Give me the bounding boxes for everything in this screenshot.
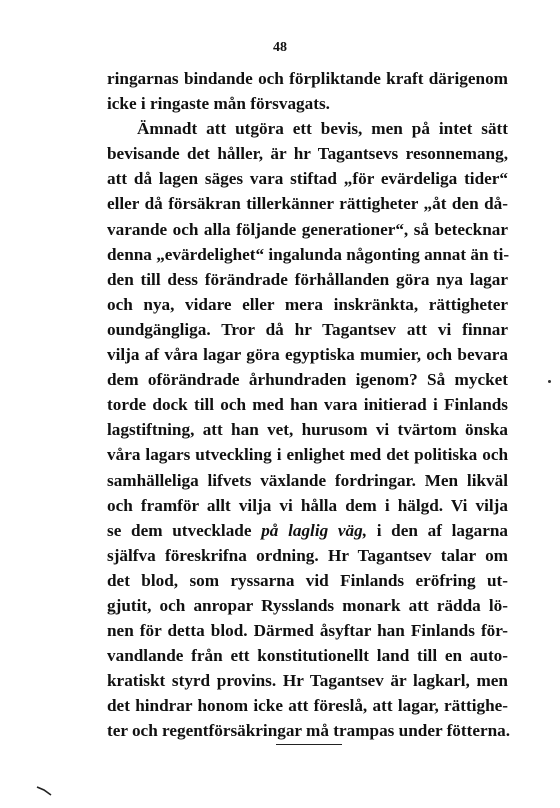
text-line: bevisande det håller, är hr Tagantsevs resonnemang,	[107, 144, 508, 164]
text-line: icke i ringaste mån försvagats.	[107, 94, 330, 114]
text-line: ringarnas bindande och förpliktande kraft därigenom	[107, 69, 508, 88]
text-line	[107, 518, 508, 543]
text-segment: se dem utvecklade	[107, 520, 252, 540]
text-line: den till dess förändrade förhållanden göra nya lagar	[107, 269, 508, 289]
text-line: det blod, som ryssarna vid Finlands eröfring ut-	[107, 570, 508, 590]
text-line: kratiskt styrd provins. Hr Tagantsev är lagkarl, men	[107, 671, 508, 691]
scan-mark	[36, 786, 52, 796]
text-line: det hindrar honom icke att föreslå, att lagar, rättighe-	[107, 696, 508, 716]
text-line: och framför allt vilja vi hålla dem i hälgd. Vi vilja	[107, 495, 508, 515]
text-line: Ämnadt att utgöra ett bevis, men på intet sätt	[137, 119, 508, 139]
text-line: eller då försäkran tillerkänner rättigheter „åt den då-	[107, 194, 508, 214]
text-line: samhälleliga lifvets växlande fordringar. Men likväl	[107, 470, 508, 490]
text-line: nen för detta blod. Därmed åsyftar han Finlands för-	[107, 621, 508, 641]
ink-dot	[548, 380, 551, 383]
section-divider	[276, 744, 342, 745]
text-line: oundgängliga. Tror då hr Tagantsev att vi finnar	[107, 319, 508, 339]
text-line: och nya, vidare eller mera inskränkta, rättigheter	[107, 294, 508, 314]
page-number: 48	[273, 40, 287, 55]
body-text	[107, 66, 511, 744]
text-line: vilja af våra lagar göra egyptiska mumier, och bevara	[107, 345, 508, 365]
text-line: varande och alla följande generationer“, så betecknar	[107, 219, 508, 239]
text-line: att då lagen säges vara stiftad „för evärdeliga tider“	[107, 169, 508, 189]
text-line: torde dock till och med han vara initierad i Finlands	[107, 395, 508, 415]
text-segment: i den af lagarna	[376, 520, 508, 540]
text-line: vandlande från ett konstitutionellt land till en auto-	[107, 646, 508, 666]
text-line: ter och regentförsäkringar må trampas under fötterna.	[107, 721, 511, 741]
text-line: dem oförändrade århundraden igenom? Så mycket	[107, 370, 508, 390]
text-line: denna „evärdelighet“ ingalunda någonting annat än ti-	[107, 244, 510, 264]
text-line: gjutit, och anropar Rysslands monark att rädda lö-	[107, 595, 508, 615]
text-line: själfva föreskrifna ordning. Hr Tagantsev talar om	[107, 545, 508, 565]
emphasized-phrase: på laglig väg,	[261, 520, 367, 540]
text-line: lagstiftning, att han vet, hurusom vi tvärtom önska	[107, 420, 508, 440]
text-line: våra lagars utveckling i enlighet med det politiska och	[107, 445, 508, 465]
